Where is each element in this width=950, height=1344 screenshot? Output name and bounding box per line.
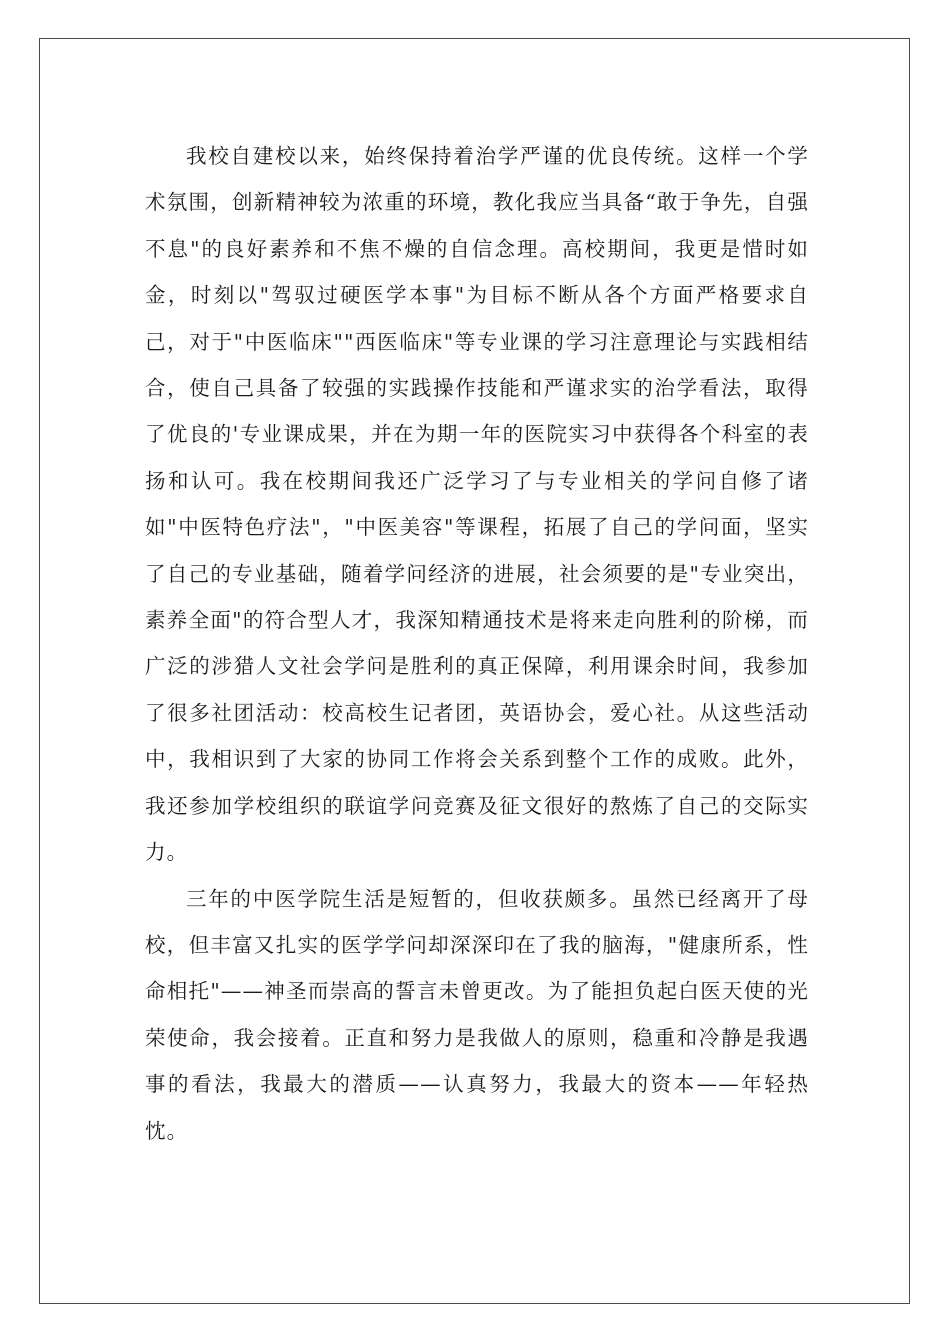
paragraph-2: 三年的中医学院生活是短暂的，但收获颇多。虽然已经离开了母校，但丰富又扎实的医学学问却深深印在了我的脑海，"健康所系，性命相托"——神圣而崇高的誓言未曾更改。为了能担负起白医天使的光荣使命，我会接着。正直和努力是我做人的原则，稳重和冷静是我遇事的看法，我最大的潜质——认真努力，我最大的资本——年轻热忱。	[145, 886, 809, 1143]
paragraph-1: 我校自建校以来，始终保持着治学严谨的优良传统。这样一个学术氛围，创新精神较为浓重的环境，教化我应当具备“敢于争先，自强不息"的良好素养和不焦不燥的自信念理。高校期间，我更是惜时如金，时刻以"驾驭过硬医学本事"为目标不断从各个方面严格要求自己，对于"中医临床""西医临床"等专业课的学习注意理论与实践相结合，使自己具备了较强的实践操作技能和严谨求实的治学看法，取得了优良的'专业课成果，并在为期一年的医院实习中获得各个科室的表扬和认可。我在校期间我还广泛学习了与专业相关的学问自修了诸如"中医特色疗法"，"中医美容"等课程，拓展了自己的学问面，坚实了自己的专业基础，随着学问经济的进展，社会须要的是"专业突出，素养全面"的符合型人才，我深知精通技术是将来走向胜利的阶梯，而广泛的涉猎人文社会学问是胜利的真正保障，利用课余时间，我参加了很多社团活动：校高校生记者团，英语协会，爱心社。从这些活动中，我相识到了大家的协同工作将会关系到整个工作的成败。此外，我还参加学校组织的联谊学问竞赛及征文很好的熬炼了自己的交际实力。	[145, 144, 809, 865]
document-body	[145, 133, 809, 1154]
